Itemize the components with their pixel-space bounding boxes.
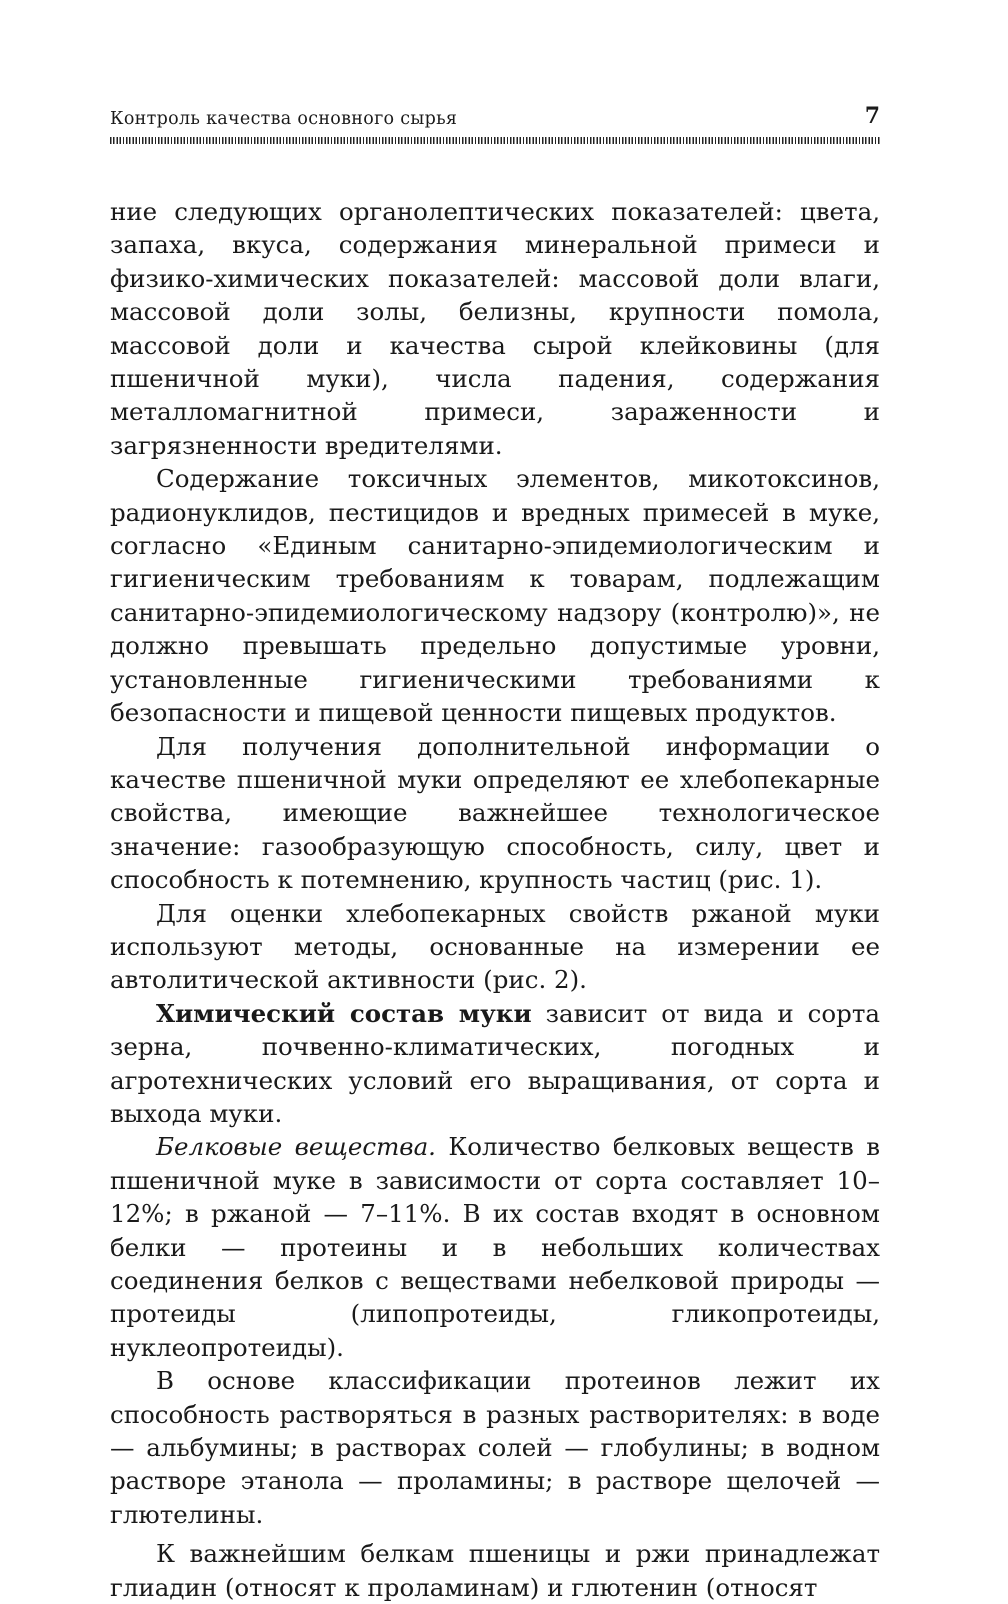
paragraph-text: Содержание токсичных элементов, микотоксинов, радионуклидов, пестицидов и вредных примесей в муке, согласно «Единым санитарно-эпидемиологическим и гигиеническим требованиям к товарам, подлежащим санитарно-эпидемиологическому надзору (контролю)», не должно превышать предельно допустимые уровни, установленные гигиеническими требованиями к безопасности и пищевой ценности пищевых продуктов. [110, 464, 880, 728]
paragraph-toxic-elements [110, 462, 880, 729]
paragraph-baking-properties-wheat [110, 730, 880, 897]
running-head [110, 103, 880, 133]
paragraph-chemical-composition [110, 997, 880, 1131]
body-text [110, 195, 880, 1604]
page-number: 7 [864, 103, 880, 129]
paragraph-text: зависит от вида и сорта зерна, почвенно-климатических, погодных и агротехнических условий его выращивания, от сорта и выхода муки. [110, 998, 880, 1128]
paragraph-proteins [110, 1130, 880, 1364]
paragraph-gliadin-glutenin [110, 1537, 880, 1604]
run-in-heading: Белковые вещества. [156, 1132, 436, 1162]
paragraph-text: Для получения дополнительной информации о качестве пшеничной муки определяют ее хлебопекарные свойства, имеющие важнейшее технологическое значение: газообразующую способность, силу, цвет и способность к потемнению, крупность частиц (рис. 1). [110, 731, 880, 895]
paragraph-text: Для оценки хлебопекарных свойств ржаной муки используют методы, основанные на измерении ее автолитической активности (рис. 2). [110, 898, 880, 995]
paragraph-text: В основе классификации протеинов лежит их способность растворяться в разных растворителях: в воде — альбумины; в растворах солей — глобулины; в водном растворе этанола — проламины; в растворе щелочей — глютелины. [110, 1366, 880, 1529]
paragraph-text: К важнейшим белкам пшеницы и ржи принадлежат глиадин (относят к проламинам) и глютенин (относят [110, 1539, 880, 1602]
paragraph-continuation [110, 195, 880, 462]
paragraph-text: Количество белковых веществ в пшеничной муке в зависимости от сорта составляет 10–12%; в ржаной — 7–11%. В их состав входят в основном белки — протеины и в небольших количествах соединения белков с веществами небелковой природы — протеиды (липопротеиды, гликопротеиды, нуклеопротеиды). [110, 1132, 881, 1362]
run-in-heading: Химический состав муки [156, 998, 532, 1028]
paragraph-protein-classification [110, 1364, 880, 1531]
running-title: Контроль качества основного сырья [110, 109, 458, 129]
paragraph-text: ние следующих органолептических показателей: цвета, запаха, вкуса, содержания минеральной примеси и физико-химических показателей: массовой доли влаги, массовой доли золы, белизны, крупности помола, массовой доли и качества сырой клейковины (для пшеничной муки), числа падения, содержания металломагнитной примеси, зараженности и загрязненности вредителями. [110, 197, 880, 460]
paragraph-baking-properties-rye [110, 897, 880, 997]
header-rule [110, 137, 880, 144]
